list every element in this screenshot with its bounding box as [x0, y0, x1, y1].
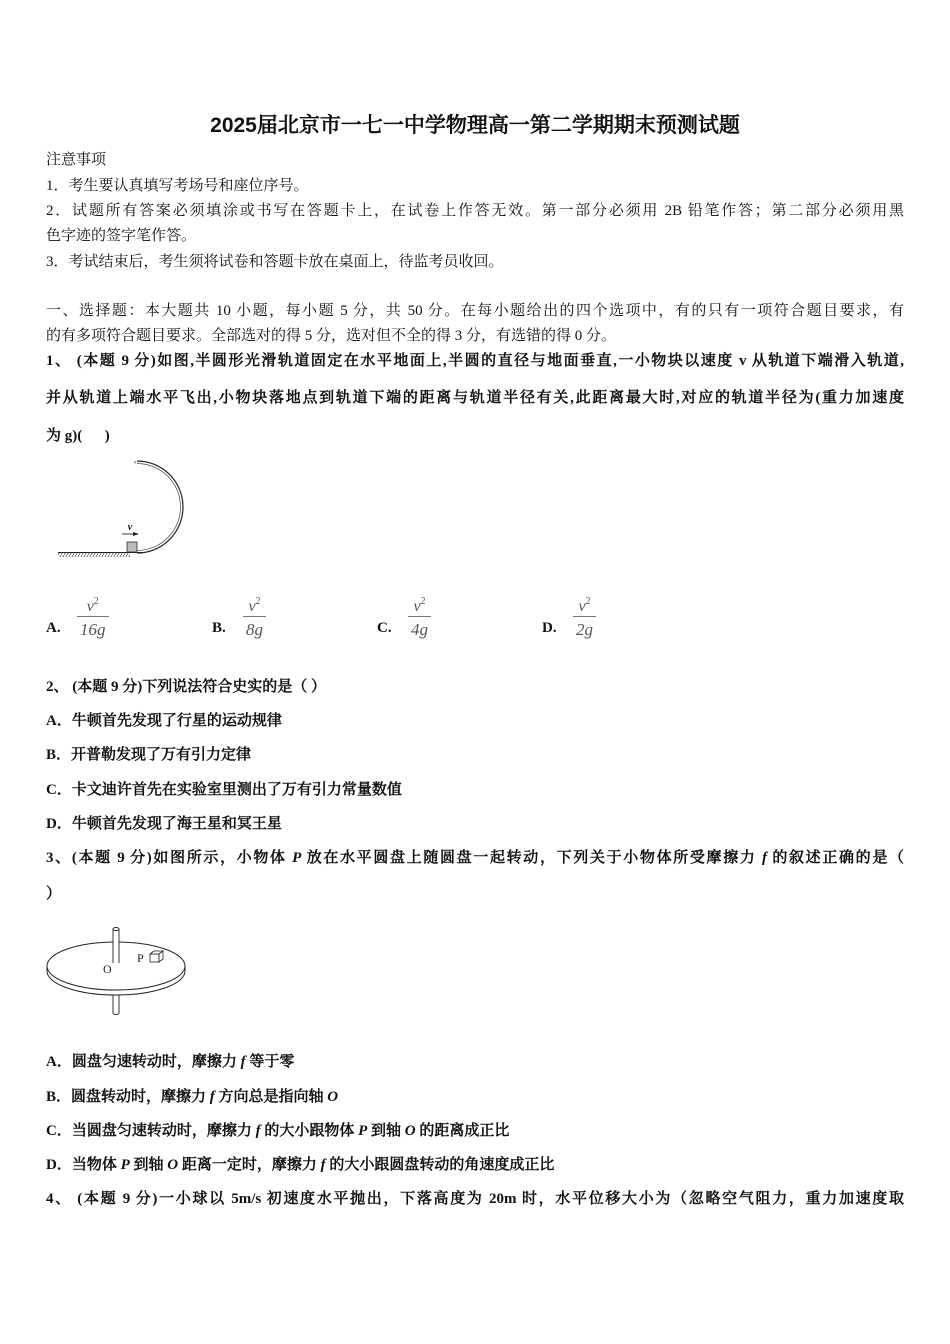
question-1-stem-line-2: 并从轨道上端水平飞出,小物块落地点到轨道下端的距离与轨道半径有关,此距离最大时,对应的轨道半径为(重力加速度 [46, 390, 904, 406]
question-2-option-a: A．牛顿首先发现了行星的运动规律 [46, 713, 282, 729]
text-run: 3、(本题 9 分)如图所示，小物体 [46, 850, 293, 866]
notice-item-1: 1．考生要认真填写考场号和座位序号。 [46, 178, 309, 194]
text-run: 的距离成正比 [415, 1123, 510, 1139]
upper-shaft-cap [113, 928, 119, 931]
text-run: 到轴 [129, 1157, 168, 1173]
question-3-option-d [46, 1154, 904, 1176]
question-1-stem-line-1: 1、 (本题 9 分)如图,半圆形光滑轨道固定在水平地面上,半圆的直径与地面垂直,一小物块以速度 v 从轨道下端滑入轨道, [46, 353, 904, 369]
option-letter: B. [212, 620, 226, 636]
question-2-stem: 2、 (本题 9 分)下列说法符合史实的是（ ） [46, 679, 326, 695]
question-3-option-c [46, 1120, 904, 1142]
variable-f: f [761, 850, 767, 866]
semicircle-track-outer [137, 461, 183, 553]
question-3-figure-rotating-disc [40, 920, 200, 1025]
fraction-numerator [408, 594, 431, 617]
text-run: 的叙述正确的是（ [766, 850, 904, 866]
text-run: 方向总是指向轴 [214, 1089, 328, 1105]
object-label-p: P [137, 951, 144, 965]
question-2-option-d: D．牛顿首先发现了海王星和冥王星 [46, 816, 282, 832]
numerator-variable: v [86, 598, 94, 615]
notice-item-2-line-1: 2．试题所有答案必须填涂或书写在答题卡上，在试卷上作答无效。第一部分必须用 2B 铅笔作答；第二部分必须用黑 [46, 203, 904, 219]
text-run: D．当物体 [46, 1157, 121, 1173]
text-run: C．当圆盘匀速转动时，摩擦力 [46, 1123, 256, 1139]
variable-p: P [120, 1157, 130, 1173]
variable-o: O [327, 1089, 339, 1105]
question-2-option-c: C．卡文迪许首先在实验室里测出了万有引力常量数值 [46, 782, 402, 798]
numerator-variable: v [413, 598, 421, 615]
small-block [127, 542, 137, 552]
variable-p: P [358, 1123, 368, 1139]
text-run: 等于零 [245, 1054, 295, 1070]
text-run: ） [46, 886, 62, 902]
axis-label-o: O [103, 962, 112, 976]
section-instructions-line-1: 一、选择题：本大题共 10 小题，每小题 5 分，共 50 分。在每小题给出的四个选项中，有的只有一项符合题目要求，有 [46, 303, 904, 319]
fraction-numerator [573, 594, 596, 617]
numerator-exponent: 2 [255, 596, 261, 607]
numerator-exponent: 2 [93, 596, 99, 607]
notice-item-3: 3．考试结束后，考生须将试卷和答题卡放在桌面上，待监考员收回。 [46, 254, 504, 270]
text-run: 到轴 [367, 1123, 405, 1139]
numerator-exponent: 2 [585, 596, 591, 607]
question-1-figure-semicircle-track [46, 450, 196, 565]
fraction [408, 594, 431, 641]
option-letter: D. [542, 620, 557, 636]
option-letter: A. [46, 620, 61, 636]
question-1-option-d [542, 594, 662, 648]
fraction-denominator: 16g [80, 620, 106, 639]
block-p-front-face [150, 954, 159, 962]
question-3-option-b [46, 1086, 904, 1108]
variable-f: f [320, 1157, 326, 1173]
notice-item-2-line-2: 色字迹的签字笔作答。 [46, 228, 197, 244]
variable-o: O [167, 1157, 179, 1173]
page-title: 2025届北京市一七一中学物理高一第二学期期末预测试题 [210, 114, 740, 137]
option-letter: C. [377, 620, 392, 636]
semicircle-track-inner [137, 464, 181, 551]
fraction-numerator [243, 594, 266, 617]
question-2-option-b: B．开普勒发现了万有引力定律 [46, 747, 252, 763]
numerator-variable: v [578, 598, 586, 615]
question-1-stem-line-3: 为 g)( ) [46, 428, 110, 444]
fraction [243, 594, 266, 641]
variable-f: f [255, 1123, 261, 1139]
lower-shaft-end [113, 1013, 119, 1015]
velocity-label: v [127, 522, 133, 533]
question-3-stem-line-2 [46, 883, 904, 905]
text-run: 的大小跟圆盘转动的角速度成正比 [325, 1157, 555, 1173]
section-instructions-line-2: 的有多项符合题目要求。全部选对的得 5 分，选对但不全的得 3 分，有选错的得 0 分。 [46, 328, 617, 344]
text-run: A．圆盘匀速转动时，摩擦力 [46, 1054, 241, 1070]
fraction-denominator: 4g [411, 620, 428, 639]
question-3-stem-line-1 [46, 847, 904, 869]
variable-o: O [404, 1123, 416, 1139]
upper-shaft [113, 929, 119, 963]
question-1-option-c [377, 594, 497, 648]
numerator-variable: v [248, 598, 256, 615]
text-run: 距离一定时，摩擦力 [178, 1157, 321, 1173]
question-4-stem-line-1: 4、 (本题 9 分)一小球以 5m/s 初速度水平抛出，下落高度为 20m 时，水平位移大小为（忽略空气阻力，重力加速度取 [46, 1191, 904, 1207]
question-1-option-b [212, 594, 332, 648]
fraction [77, 594, 109, 641]
numerator-exponent: 2 [420, 596, 426, 607]
ground-hatching [58, 553, 130, 557]
variable-f: f [240, 1054, 246, 1070]
notice-heading: 注意事项 [46, 152, 107, 168]
question-3-option-a [46, 1051, 904, 1073]
variable-p: P [292, 850, 302, 866]
question-1-option-a [46, 594, 166, 648]
variable-f: f [209, 1089, 215, 1105]
fraction [573, 594, 596, 641]
text-run: B．圆盘转动时，摩擦力 [46, 1089, 210, 1105]
velocity-arrow-head [133, 532, 139, 536]
fraction-denominator: 8g [246, 620, 263, 639]
text-run: 的大小跟物体 [260, 1123, 359, 1139]
text-run: 放在水平圆盘上随圆盘一起转动，下列关于小物体所受摩擦力 [301, 850, 762, 866]
fraction-numerator [77, 594, 109, 617]
fraction-denominator: 2g [576, 620, 593, 639]
